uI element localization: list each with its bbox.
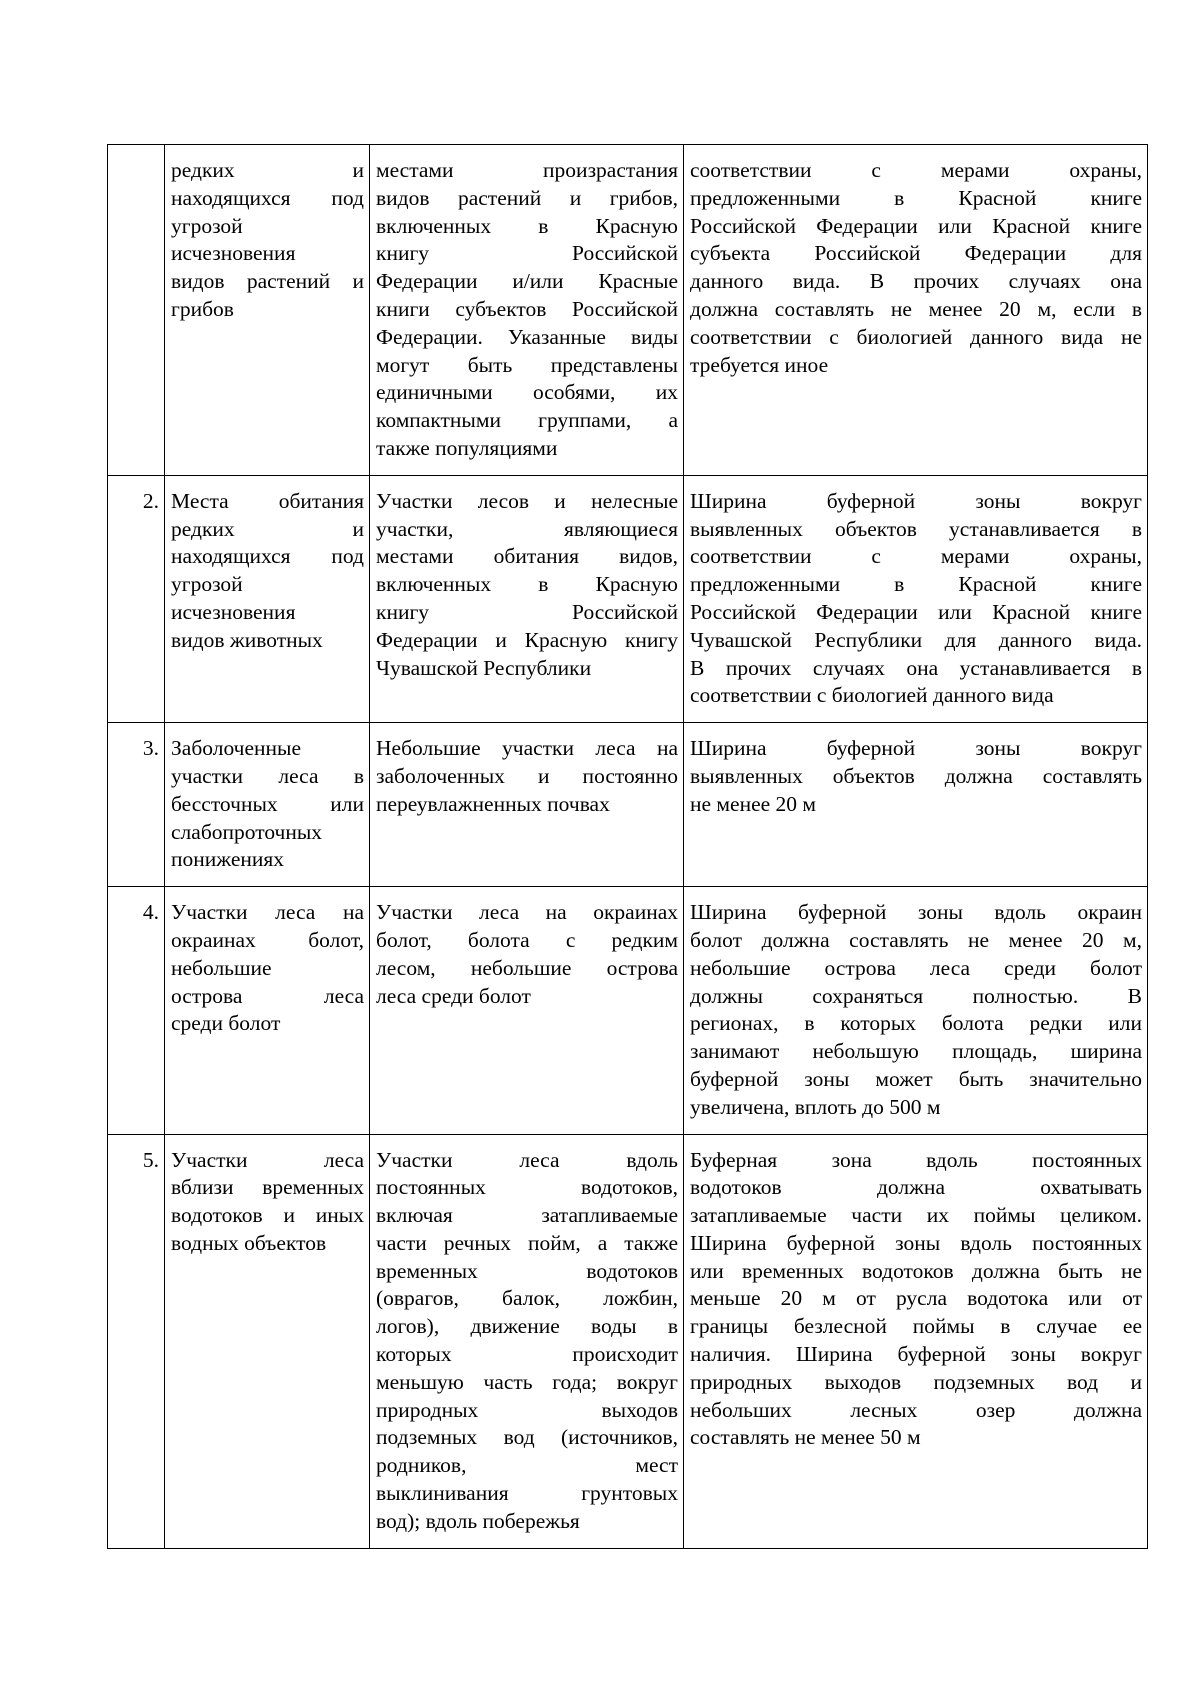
text-line: составлять не менее 50 м — [690, 1425, 921, 1450]
text-line: соответствии с биологией данного вида — [690, 683, 1054, 708]
text-line: соответствии с мерами охраны, — [690, 544, 1142, 569]
text-line: бессточных или — [171, 791, 364, 816]
text-line: понижениях — [171, 847, 285, 872]
text-line: небольшие — [171, 955, 272, 980]
text-line: водных объектов — [171, 1230, 327, 1255]
text-line: лесом, небольшие острова — [376, 955, 678, 980]
text-line: Участки леса на — [171, 900, 364, 925]
text-line: находящихся под — [171, 544, 364, 569]
text-line: меньше 20 м от русла водотока или от — [690, 1286, 1142, 1311]
row-number-cell — [108, 145, 165, 476]
buffer-zone-table — [107, 144, 1148, 1549]
text-line: природных выходов подземных вод и — [690, 1369, 1142, 1394]
text-line: Участки леса — [171, 1147, 364, 1172]
text-line: Буферная зона вдоль постоянных — [690, 1147, 1142, 1172]
text-line: Федерации и Красную книгу — [376, 627, 678, 652]
text-line: должна составлять не менее 20 м, если в — [690, 296, 1142, 321]
text-line: выклинивания грунтовых — [376, 1481, 678, 1506]
table-row — [108, 475, 1148, 722]
object-name-cell — [165, 1134, 370, 1548]
text-line: соответствии с мерами охраны, — [690, 158, 1142, 182]
text-line: Места обитания — [171, 488, 364, 513]
text-line: В прочих случаях она устанавливается в — [690, 655, 1142, 680]
text-line: Федерации. Указанные виды — [376, 324, 678, 349]
text-line: Заболоченные — [171, 736, 301, 761]
text-line: книги субъектов Российской — [376, 296, 678, 321]
text-line: болот, болота с редким — [376, 927, 678, 952]
object-description-cell — [370, 887, 684, 1134]
buffer-zone-rule-cell — [684, 145, 1148, 476]
text-line: грибов — [171, 296, 234, 321]
text-line: Ширина буферной зоны вокруг — [690, 488, 1142, 513]
object-name-cell — [165, 723, 370, 887]
text-line: Российской Федерации или Красной книге — [690, 599, 1142, 624]
object-description-cell — [370, 145, 684, 476]
text-line: Чувашской Республики — [376, 655, 592, 680]
row-number-cell: 4. — [108, 887, 165, 1134]
text-line: редких и — [171, 516, 364, 541]
text-line: Ширина буферной зоны вдоль окраин — [690, 900, 1142, 925]
text-line: которых происходит — [376, 1342, 678, 1367]
text-line: местами обитания видов, — [376, 544, 678, 569]
text-line: видов животных — [171, 627, 323, 652]
text-line: участки леса в — [171, 763, 364, 788]
text-line: небольших лесных озер должна — [690, 1397, 1142, 1422]
text-line: регионах, в которых болота редки или — [690, 1011, 1142, 1036]
text-line: исчезновения — [171, 241, 296, 266]
text-line: книгу Российской — [376, 599, 678, 624]
text-line: Ширина буферной зоны вдоль постоянных — [690, 1230, 1142, 1255]
text-line: компактными группами, а — [376, 408, 678, 433]
text-line: Участки леса вдоль — [376, 1147, 678, 1172]
text-line: книгу Российской — [376, 241, 678, 266]
text-line: также популяциями — [376, 435, 558, 460]
text-line: должны сохраняться полностью. В — [690, 983, 1142, 1008]
row-number-cell: 2. — [108, 475, 165, 722]
table-row — [108, 723, 1148, 887]
object-name-cell — [165, 145, 370, 476]
text-line: соответствии с биологией данного вида не — [690, 324, 1142, 349]
text-line: природных выходов — [376, 1397, 678, 1422]
text-line: не менее 20 м — [690, 791, 817, 816]
buffer-zone-rule-cell — [684, 887, 1148, 1134]
text-line: переувлажненных почвах — [376, 791, 610, 816]
text-line: редких и — [171, 158, 364, 182]
text-line: выявленных объектов должна составлять — [690, 763, 1142, 788]
text-line: слабопроточных — [171, 819, 323, 844]
object-description-cell — [370, 723, 684, 887]
text-line: включенных в Красную — [376, 572, 678, 597]
text-line: угрозой — [171, 572, 243, 597]
buffer-zone-rule-cell — [684, 475, 1148, 722]
text-line: Ширина буферной зоны вокруг — [690, 736, 1142, 761]
object-description-cell — [370, 1134, 684, 1548]
text-line: участки, являющиеся — [376, 516, 678, 541]
text-line: Участки лесов и нелесные — [376, 488, 678, 513]
text-line: буферной зоны может быть значительно — [690, 1066, 1142, 1091]
text-line: родников, мест — [376, 1453, 678, 1478]
text-line: видов растений и грибов, — [376, 185, 678, 210]
document-page — [107, 144, 1147, 1549]
text-line: могут быть представлены — [376, 352, 678, 377]
text-line: занимают небольшую площадь, ширина — [690, 1039, 1142, 1064]
text-line: выявленных объектов устанавливается в — [690, 516, 1142, 541]
object-description-cell — [370, 475, 684, 722]
text-line: леса среди болот — [376, 983, 531, 1008]
text-line: увеличена, вплоть до 500 м — [690, 1094, 941, 1119]
text-line: границы безлесной поймы в случае ее — [690, 1314, 1142, 1339]
text-line: видов растений и — [171, 269, 364, 294]
text-line: вблизи временных — [171, 1175, 364, 1200]
text-line: угрозой — [171, 213, 243, 238]
table-row — [108, 1134, 1148, 1548]
text-line: Участки леса на окраинах — [376, 900, 678, 925]
text-line: меньшую часть года; вокруг — [376, 1369, 678, 1394]
table-body — [108, 145, 1148, 1549]
object-name-cell — [165, 475, 370, 722]
row-number-cell: 3. — [108, 723, 165, 887]
text-line: Федерации и/или Красные — [376, 269, 678, 294]
text-line: заболоченных и постоянно — [376, 763, 678, 788]
text-line: находящихся под — [171, 185, 364, 210]
text-line: окраинах болот, — [171, 927, 364, 952]
row-number-cell: 5. — [108, 1134, 165, 1548]
table-row — [108, 887, 1148, 1134]
text-line: наличия. Ширина буферной зоны вокруг — [690, 1342, 1142, 1367]
text-line: (оврагов, балок, ложбин, — [376, 1286, 678, 1311]
text-line: подземных вод (источников, — [376, 1425, 678, 1450]
text-line: Небольшие участки леса на — [376, 736, 678, 761]
text-line: Чувашской Республики для данного вида. — [690, 627, 1142, 652]
text-line: водотоков должна охватывать — [690, 1175, 1142, 1200]
text-line: включенных в Красную — [376, 213, 678, 238]
text-line: среди болот — [171, 1011, 281, 1036]
text-line: логов), движение воды в — [376, 1314, 678, 1339]
text-line: включая затапливаемые — [376, 1203, 678, 1228]
text-line: исчезновения — [171, 599, 296, 624]
text-line: части речных пойм, а также — [376, 1230, 678, 1255]
text-line: постоянных водотоков, — [376, 1175, 678, 1200]
text-line: вод); вдоль побережья — [376, 1508, 580, 1533]
text-line: или временных водотоков должна быть не — [690, 1258, 1142, 1283]
text-line: Российской Федерации или Красной книге — [690, 213, 1142, 238]
text-line: единичными особями, их — [376, 380, 678, 405]
text-line: предложенными в Красной книге — [690, 572, 1142, 597]
text-line: требуется иное — [690, 352, 829, 377]
object-name-cell — [165, 887, 370, 1134]
text-line: местами произрастания — [376, 158, 678, 182]
buffer-zone-rule-cell — [684, 723, 1148, 887]
text-line: субъекта Российской Федерации для — [690, 241, 1142, 266]
text-line: временных водотоков — [376, 1258, 678, 1283]
text-line: болот должна составлять не менее 20 м, — [690, 927, 1142, 952]
buffer-zone-rule-cell — [684, 1134, 1148, 1548]
text-line: данного вида. В прочих случаях она — [690, 269, 1142, 294]
text-line: предложенными в Красной книге — [690, 185, 1142, 210]
text-line: водотоков и иных — [171, 1203, 364, 1228]
text-line: небольшие острова леса среди болот — [690, 955, 1142, 980]
text-line: затапливаемые части их поймы целиком. — [690, 1203, 1142, 1228]
table-row — [108, 145, 1148, 476]
text-line: острова леса — [171, 983, 364, 1008]
